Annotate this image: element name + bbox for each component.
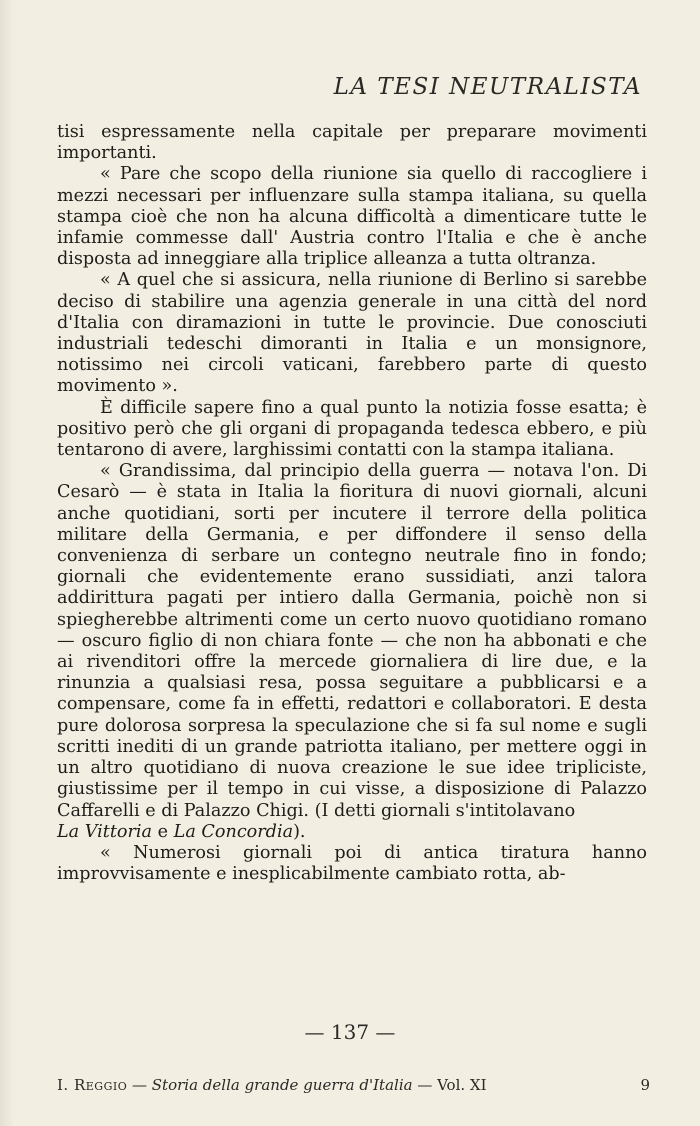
footer-volume: — Vol. XI bbox=[412, 1076, 487, 1094]
closing-paren: ). bbox=[293, 821, 306, 842]
running-head: LA TESI NEUTRALISTA bbox=[333, 74, 642, 100]
paragraph: « Pare che scopo della riunione sia quello di raccogliere i mezzi necessari per influenzare sulla stampa italiana, su quella stampa cioè che non ha alcuna difficoltà a dimenticare tutte le infamie commesse dall' Austria contro l'Italia e che è anche disposta ad inneggiare alla triplice alleanza a tutta oltranza. bbox=[57, 164, 647, 270]
page-edge-shadow bbox=[0, 0, 14, 1126]
footer-signature bbox=[57, 1076, 650, 1094]
paragraph: È difficile sapere fino a qual punto la notizia fosse esatta; è positivo però che gli organi di propaganda tedesca ebbero, e più tentarono di avere, larghissimi contatti con la stampa italiana. bbox=[57, 397, 647, 461]
paragraph: « A quel che si assicura, nella riunione di Berlino si sarebbe deciso di stabilire una agenzia generale in una città del nord d'Italia con diramazioni in tutte le provincie. Due conosciuti industriali tedeschi dimoranti in Italia e un monsignore, notissimo nei circoli vaticani, farebbero parte di questo movimento ». bbox=[57, 270, 647, 397]
body-text bbox=[57, 122, 647, 885]
paragraph-text: « Grandissima, dal principio della guerra — notava l'on. Di Cesarò — è stata in Italia la fioritura di nuovi giornali, alcuni anche quotidiani, sorti per incutere il terrore della politica militare della Germania, e per diffondere il senso della convenienza di serbare un contegno neutrale fino in fondo; giornali che evidentemente erano sussidiati, anzi talora addirittura pagati per intiero dalla Germania, poichè non si spiegherebbe altrimenti come un certo nuovo quotidiano romano — oscuro figlio di non chiara fonte — che non ha abbonati e che ai rivenditori offre la mercede giornaliera di lire due, e la rinunzia a qualsiasi resa, possa seguitare a pubblicarsi e a compensare, come fa in effetti, redattori e collaboratori. E desta pure dolorosa sorpresa la speculazione che si fa sul nome e sugli scritti inediti di un grande patriotta italiano, per mettere oggi in un altro quotidiano di nuova creazione le sue idee tripliciste, giustissime per il tempo in cui visse, a disposizione di Palazzo Caffarelli e di Palazzo Chigi. (I detti giornali s'intitolavano bbox=[57, 461, 647, 821]
page-number: — 137 — bbox=[304, 1020, 396, 1044]
paragraph: tisi espressamente nella capitale per preparare movimenti importanti. bbox=[57, 122, 647, 164]
newspaper-title: La Concordia bbox=[173, 821, 294, 842]
newspaper-title: La Vittoria bbox=[57, 821, 153, 842]
paragraph bbox=[57, 461, 647, 843]
footer-citation bbox=[57, 1076, 487, 1094]
signature-mark: 9 bbox=[640, 1076, 650, 1094]
conjunction: e bbox=[152, 821, 174, 842]
footer-book-title: Storia della grande guerra d'Italia bbox=[151, 1076, 413, 1094]
footer-separator: — bbox=[127, 1076, 152, 1094]
footer-author: I. Reggio bbox=[57, 1076, 128, 1094]
paragraph: « Numerosi giornali poi di antica tiratura hanno improvvisamente e inesplicabilmente cambiato rotta, ab- bbox=[57, 842, 647, 885]
